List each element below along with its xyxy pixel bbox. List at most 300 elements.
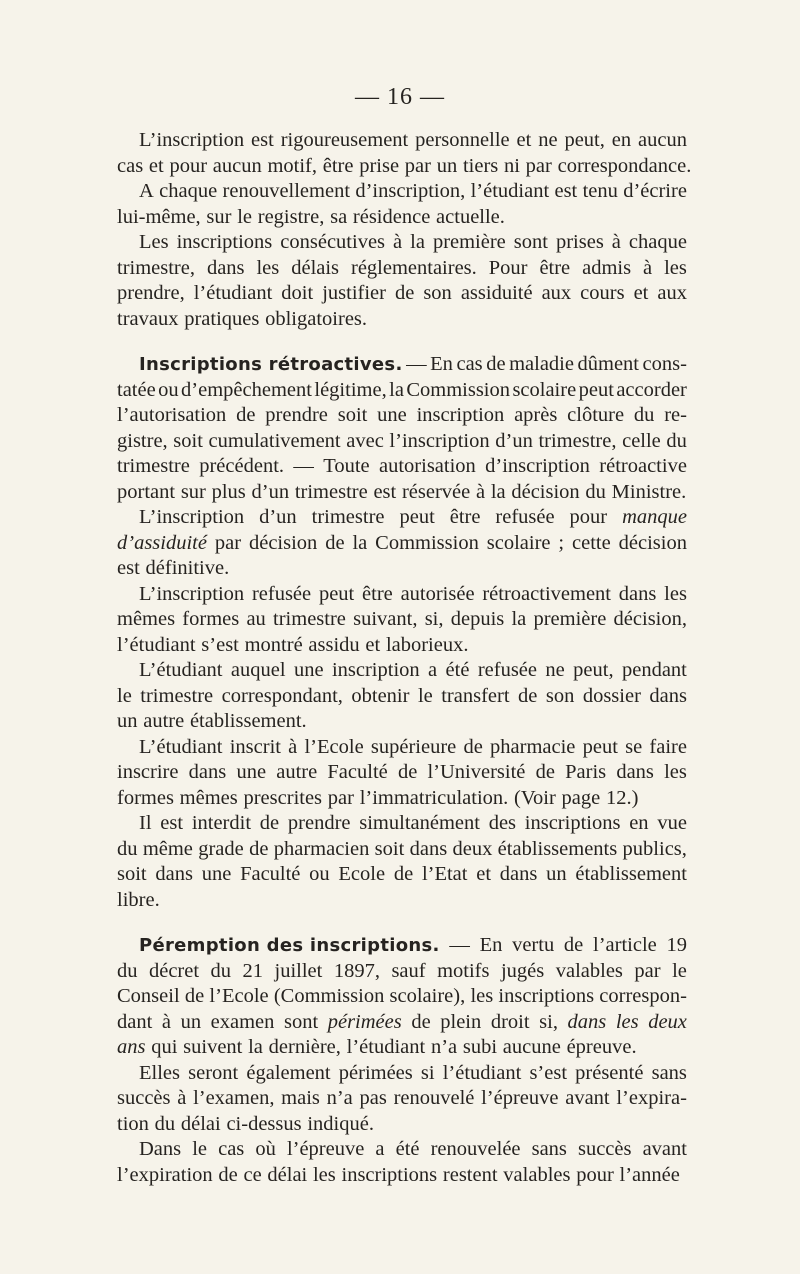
word: l’épreuve — [481, 1087, 559, 1109]
word: a — [428, 659, 438, 681]
word: l’Ecole — [209, 985, 269, 1007]
word: maladie — [509, 353, 574, 375]
word: mêmes — [179, 786, 238, 809]
word: montré — [244, 633, 303, 656]
page-number: — 16 — — [355, 84, 445, 110]
word: soit — [117, 863, 147, 885]
word: par — [525, 154, 552, 177]
word: trimestre — [117, 455, 190, 477]
word: correspon- — [599, 985, 687, 1007]
word: périmées — [327, 1010, 402, 1033]
word: dans — [155, 863, 193, 885]
word: page — [561, 786, 601, 809]
text-line — [117, 684, 687, 710]
word: Il — [139, 812, 152, 834]
text-line — [117, 429, 687, 455]
word: est — [160, 812, 184, 834]
word: tion — [117, 1112, 149, 1135]
word: se — [625, 735, 643, 758]
word: Commission — [406, 378, 511, 401]
word: 21 — [242, 959, 264, 982]
word: à — [475, 480, 486, 503]
word: indiqué. — [307, 1112, 374, 1135]
word: par — [214, 531, 242, 554]
word: — — [449, 934, 470, 956]
word: cette — [572, 531, 611, 554]
word: par — [404, 154, 431, 177]
word: peut, — [573, 659, 614, 681]
word: ans — [117, 1036, 146, 1058]
word: les — [312, 1163, 336, 1186]
word: renouvelé — [393, 1087, 475, 1109]
word: précédent. — [199, 455, 285, 477]
word: inscription — [331, 659, 420, 681]
word: prendre — [287, 812, 351, 834]
word: et — [148, 154, 164, 177]
word: Dans — [139, 1138, 182, 1160]
word: succès — [117, 1087, 171, 1109]
word: l’étudiant — [346, 1036, 426, 1058]
text-line — [117, 505, 687, 531]
text-line — [117, 480, 687, 506]
word: admis — [582, 256, 632, 279]
word: du — [154, 1112, 176, 1135]
word: n’a — [430, 1036, 458, 1058]
word: Paris — [565, 761, 607, 783]
word: doit — [281, 282, 314, 304]
word: peut, — [564, 129, 605, 151]
word: L’étudiant — [139, 735, 223, 758]
word: une — [377, 404, 407, 426]
word: de — [218, 1163, 238, 1186]
word: (Commission — [273, 985, 385, 1007]
word: dans — [206, 256, 245, 279]
word: la — [490, 480, 506, 503]
text-line — [117, 1086, 687, 1112]
word: plus — [211, 480, 246, 503]
word: un — [436, 154, 458, 177]
word: laborieux. — [385, 633, 469, 656]
word: prendre — [265, 404, 328, 426]
paragraph — [117, 582, 687, 659]
word: Toute — [323, 455, 370, 477]
word: ne — [538, 129, 558, 151]
word: peut — [399, 506, 435, 528]
word: l’Ecole — [304, 735, 364, 758]
word: dans — [409, 837, 448, 860]
word: si — [420, 1061, 435, 1084]
word: tiers — [462, 154, 499, 177]
word: décision — [248, 531, 318, 554]
word: suivant, — [353, 608, 418, 630]
text-line — [117, 862, 687, 888]
text-line — [117, 179, 687, 205]
word: du — [210, 959, 232, 982]
paragraph — [117, 179, 687, 230]
word: première — [432, 231, 506, 253]
text-line — [117, 837, 687, 863]
word: motifs — [437, 959, 490, 982]
word: ou — [158, 378, 179, 401]
word: re- — [664, 404, 687, 426]
word: dans — [618, 582, 657, 605]
word: L’inscription — [139, 506, 245, 528]
word: formes — [117, 786, 174, 809]
word: seront — [188, 1061, 239, 1084]
word: dans — [567, 1010, 607, 1033]
word: actuelle. — [436, 205, 505, 228]
word: correspondant, — [221, 684, 343, 707]
word: cas — [117, 154, 144, 177]
word: autorisée — [400, 582, 475, 605]
word: dans — [499, 863, 538, 885]
word: ni — [503, 154, 520, 177]
word: à — [393, 231, 403, 253]
word: Commission — [375, 531, 479, 554]
word: Pour — [488, 256, 528, 279]
word: être — [362, 582, 393, 605]
word: du — [117, 837, 138, 860]
text-line — [117, 735, 687, 761]
word: est — [373, 480, 397, 503]
word: juillet — [274, 959, 323, 982]
word: si, — [424, 608, 444, 630]
text-line — [117, 154, 692, 180]
word: inscriptions — [498, 985, 595, 1007]
word: ou — [309, 863, 330, 885]
paragraph — [117, 230, 687, 332]
word: une — [236, 761, 267, 783]
word: — — [293, 455, 314, 477]
word: du — [666, 429, 687, 452]
word: scolaire — [512, 378, 577, 401]
text-line — [117, 128, 687, 154]
word: délai — [267, 1163, 308, 1186]
word: l’autorisation — [117, 404, 227, 426]
word: son — [545, 684, 575, 707]
word: le — [192, 1138, 208, 1160]
word: de — [184, 985, 205, 1007]
word: tatée — [117, 378, 156, 401]
word: L’inscription — [139, 129, 245, 151]
word: où — [255, 1138, 276, 1160]
word: examen — [210, 1010, 275, 1033]
word: des — [488, 812, 517, 834]
word: (Voir — [514, 786, 556, 809]
word: rétroactive — [599, 455, 687, 477]
word: pratiques — [184, 307, 260, 330]
paragraph — [117, 1137, 687, 1188]
body-text — [117, 128, 692, 1188]
text-line — [117, 1112, 687, 1138]
word: refusée — [251, 582, 312, 605]
text-line — [117, 454, 687, 480]
word: depuis — [450, 608, 505, 630]
word: rétroactivement — [482, 582, 611, 605]
word: délais — [291, 256, 340, 279]
word: été — [445, 659, 470, 681]
word: a — [375, 1138, 385, 1160]
word: peut — [578, 378, 614, 401]
word: 1897, — [333, 959, 380, 982]
word: par — [327, 786, 354, 809]
word: pour — [576, 1163, 614, 1186]
text-line — [117, 1035, 687, 1061]
text-line — [117, 607, 687, 633]
text-line — [117, 556, 687, 582]
word: et — [365, 633, 381, 656]
word: établissement — [575, 863, 687, 885]
word: d’un — [251, 480, 290, 503]
word: prises — [555, 231, 604, 253]
word: de — [411, 1010, 431, 1033]
word: la — [410, 231, 425, 253]
word: cas — [218, 1138, 245, 1160]
word: Faculté — [240, 863, 301, 885]
word: personnelle — [415, 129, 510, 151]
word: deux — [648, 1010, 687, 1033]
word: En — [479, 934, 503, 956]
section-paragraph — [117, 352, 687, 505]
paragraph — [117, 658, 687, 735]
word: la — [511, 608, 527, 630]
word: n’a — [326, 1087, 353, 1109]
word: les — [256, 256, 280, 279]
word: réglementaires. — [351, 256, 477, 279]
word: de — [236, 404, 256, 426]
word: épreuve. — [566, 1036, 637, 1058]
word: publics, — [622, 837, 687, 860]
word: première — [533, 608, 607, 630]
word: pour — [569, 506, 608, 528]
word: les — [664, 761, 687, 783]
word: auquel — [230, 659, 286, 681]
word: aucune — [502, 1036, 561, 1058]
word: pour — [169, 154, 208, 177]
text-line — [117, 633, 687, 659]
word: est — [554, 180, 578, 202]
word: ne — [545, 659, 565, 681]
text-line — [117, 582, 687, 608]
word: de — [259, 812, 280, 834]
word: supérieure — [370, 735, 457, 758]
word: résidence — [352, 205, 431, 228]
word: de — [518, 684, 538, 707]
word: également — [246, 1061, 331, 1084]
section-heading: Inscriptions rétroactives. — [139, 354, 403, 375]
word: trimestre — [311, 506, 385, 528]
paragraph — [117, 811, 687, 913]
text-line — [117, 1137, 687, 1163]
word: scolaire — [486, 531, 551, 554]
word: inscrit — [229, 735, 281, 758]
word: chaque — [159, 180, 218, 202]
paragraph — [117, 128, 692, 179]
word: mais — [281, 1087, 320, 1109]
word: l’étudiant — [193, 282, 273, 304]
word: faire — [649, 735, 687, 758]
word: le — [237, 205, 253, 228]
word: inscrire — [117, 761, 179, 783]
word: sans — [651, 1061, 687, 1084]
word: soit — [337, 404, 368, 426]
word: avant — [642, 1138, 687, 1160]
text-line — [117, 760, 687, 786]
word: subi — [462, 1036, 498, 1058]
word: d’assiduité — [117, 531, 207, 554]
word: si, — [539, 1010, 558, 1033]
word: accorder — [616, 378, 687, 401]
word: autre — [143, 710, 185, 732]
text-line — [117, 709, 687, 735]
text-line — [117, 933, 687, 959]
word: grade — [198, 837, 244, 860]
word: assiduité — [460, 282, 533, 304]
text-line — [117, 352, 687, 378]
text-line — [117, 378, 687, 404]
word: dernière, — [268, 1036, 341, 1058]
word: aucun — [212, 154, 262, 177]
word: plein — [440, 1010, 482, 1033]
word: et — [516, 129, 532, 151]
word: clôture — [567, 404, 625, 426]
word: renouvelée — [430, 1138, 521, 1160]
word: dûment — [577, 353, 639, 375]
word: ce — [243, 1163, 262, 1186]
word: obtenir — [351, 684, 410, 707]
word: aucun — [638, 129, 687, 151]
word: prise — [359, 154, 400, 177]
word: L’inscription — [139, 582, 245, 605]
word: Conseil — [117, 985, 180, 1007]
word: une — [293, 659, 324, 681]
word: le — [417, 684, 433, 707]
word: d’inscription, — [355, 180, 466, 202]
word: sur — [180, 480, 206, 503]
word: en — [629, 812, 649, 834]
word: valables — [555, 959, 623, 982]
word: les — [664, 582, 687, 605]
text-line — [117, 786, 687, 812]
word: Les — [139, 231, 169, 253]
word: un — [117, 710, 138, 732]
word: inscription — [416, 404, 505, 426]
word: autre — [276, 761, 318, 783]
word: décret — [148, 959, 200, 982]
word: l’article — [593, 934, 657, 956]
word: été — [395, 1138, 420, 1160]
word: à — [288, 735, 298, 758]
text-line — [117, 1061, 687, 1087]
word: travaux — [117, 307, 179, 330]
word: décision, — [613, 608, 687, 630]
word: pharmacie — [490, 735, 576, 758]
section-heading: Péremption des inscriptions. — [139, 935, 440, 956]
word: inscriptions — [341, 1163, 438, 1186]
word: vue — [657, 812, 687, 834]
word: les — [664, 256, 687, 279]
word: dans — [188, 761, 227, 783]
text-line — [117, 888, 687, 914]
word: délai — [180, 1112, 221, 1135]
word: dossier — [582, 684, 641, 707]
word: avec — [346, 429, 384, 452]
word: du — [117, 959, 138, 982]
word: établissement. — [189, 710, 307, 732]
word: pendant — [621, 659, 687, 681]
word: un — [180, 1010, 202, 1033]
word: manque — [622, 506, 687, 528]
word: sauf — [391, 959, 426, 982]
word: sont — [283, 1010, 319, 1033]
word: portant — [117, 480, 176, 503]
word: sans — [531, 1138, 567, 1160]
word: trimestre — [273, 608, 346, 630]
word: simultanément — [359, 812, 480, 834]
word: à — [611, 231, 621, 253]
word: deux — [452, 837, 493, 860]
word: Faculté — [327, 761, 388, 783]
word: d’un — [495, 429, 533, 452]
word: d’un — [259, 506, 297, 528]
word: l’Etat — [421, 863, 468, 885]
word: aux — [541, 282, 572, 304]
word: peut — [318, 582, 355, 605]
word: scolaire), — [389, 985, 466, 1007]
word: pharmacien — [273, 837, 370, 860]
word: être — [322, 154, 354, 177]
word: aux — [657, 282, 687, 304]
word: être — [449, 506, 481, 528]
word: présenté — [575, 1061, 644, 1084]
word: lui-même, — [117, 205, 201, 228]
word: l’examen, — [193, 1087, 275, 1109]
word: motif, — [267, 154, 317, 177]
word: le — [117, 684, 132, 707]
word: s’est — [201, 633, 239, 656]
text-line — [117, 281, 687, 307]
word: décision — [511, 480, 580, 503]
paragraph — [117, 735, 687, 812]
word: vertu — [512, 934, 555, 956]
text-line — [117, 403, 687, 429]
word: au — [246, 608, 266, 630]
word: justifier — [322, 282, 386, 304]
word: trimestre — [294, 480, 368, 503]
word: l’épreuve — [286, 1138, 365, 1160]
word: l’étudiant — [442, 1061, 522, 1084]
paragraph — [117, 1061, 687, 1138]
word: trimestre, — [538, 429, 617, 452]
word: sont — [513, 231, 548, 253]
word: dans — [616, 761, 654, 783]
word: et — [476, 863, 492, 885]
word: l’étudiant — [117, 633, 196, 656]
word: inscriptions — [524, 812, 621, 834]
word: ci-dessus — [226, 1112, 302, 1135]
word: de — [463, 735, 483, 758]
word: chaque — [628, 231, 687, 253]
word: Ministre. — [611, 480, 687, 503]
word: trimestre — [140, 684, 214, 707]
word: de — [325, 531, 345, 554]
word: — — [406, 353, 427, 375]
word: mêmes — [117, 608, 176, 630]
word: de — [249, 837, 269, 860]
word: tenu — [582, 180, 618, 202]
word: pas — [359, 1087, 387, 1109]
word: cours — [580, 282, 625, 304]
